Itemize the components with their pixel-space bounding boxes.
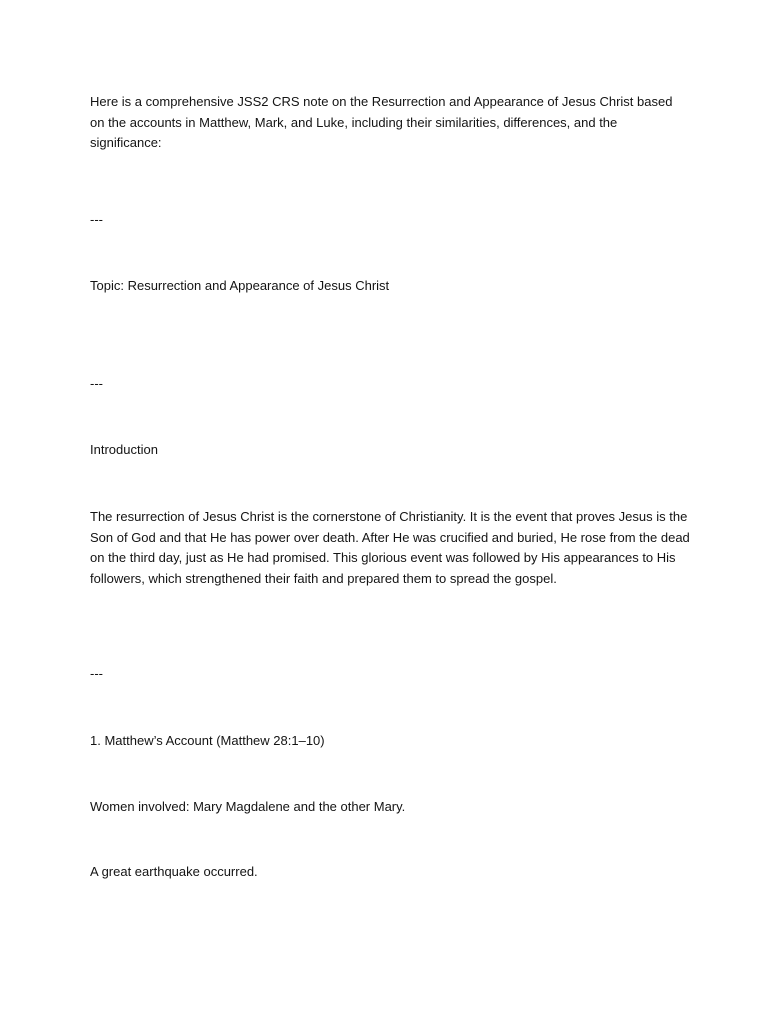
separator: ---	[90, 376, 103, 391]
matthew-account-heading: 1. Matthew’s Account (Matthew 28:1–10)	[90, 733, 325, 748]
intro-paragraph: Here is a comprehensive JSS2 CRS note on the Resurrection and Appearance of Jesus Christ based on the accounts in Matthew, Mark, and Luke, including their similarities, differences, and the significance:	[90, 94, 673, 150]
women-involved-line: Women involved: Mary Magdalene and the other Mary.	[90, 799, 406, 814]
introduction-heading: Introduction	[90, 442, 158, 457]
introduction-body: The resurrection of Jesus Christ is the cornerstone of Christianity. It is the event that proves Jesus is the Son of God and that He has power over death. After He was crucified and buried, He rose from the dead on the third day, just as He had promised. This glorious event was followed by His appearances to His followers, which strengthened their faith and prepared them to spread the gospel.	[90, 509, 690, 586]
topic-line: Topic: Resurrection and Appearance of Jesus Christ	[90, 278, 390, 293]
separator: ---	[90, 212, 103, 227]
earthquake-line: A great earthquake occurred.	[90, 864, 258, 879]
separator: ---	[90, 666, 103, 681]
